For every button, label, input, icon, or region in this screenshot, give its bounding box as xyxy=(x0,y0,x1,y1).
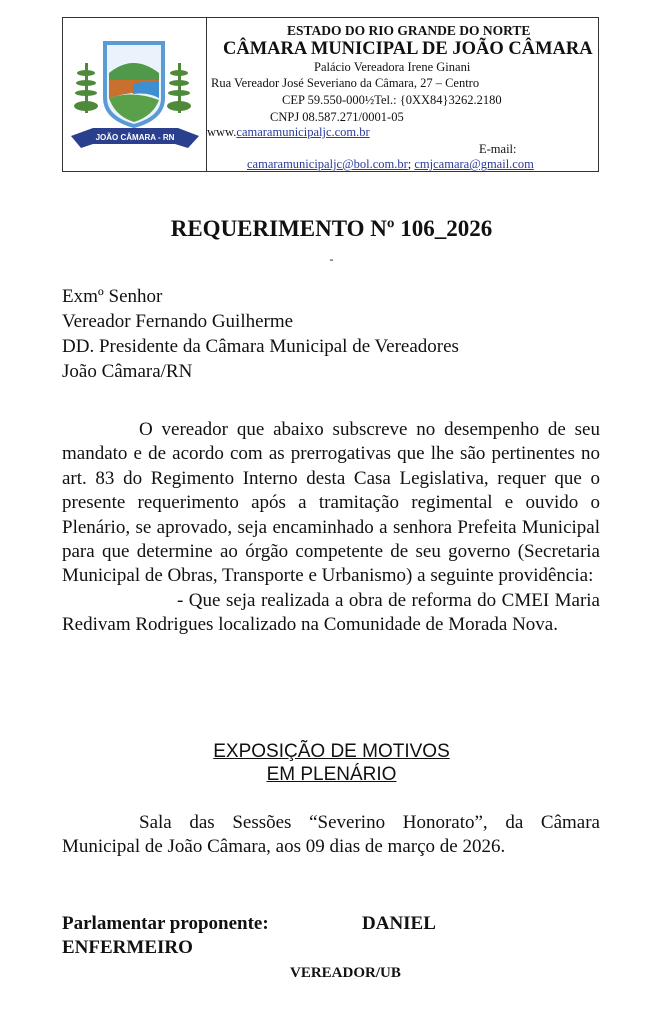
closing-section xyxy=(62,811,600,860)
cep-phone: CEP 59.550-000½Tel.: {0XX84}3262.2180 xyxy=(282,93,502,107)
closing-paragraph: Sala das Sessões “Severino Honorato”, da Câmara Municipal de João Câmara, aos 09 dias de março de 2026. xyxy=(62,812,600,858)
signature-label: Parlamentar proponente: xyxy=(62,913,269,934)
document-title: REQUERIMENTO Nº 106_2026 xyxy=(170,216,493,241)
title-dash: - xyxy=(329,252,334,266)
cnpj: CNPJ 08.587.271/0001-05 xyxy=(270,110,404,124)
chamber-name: CÂMARA MUNICIPAL DE JOÃO CÂMARA xyxy=(223,39,593,59)
www-prefix: www. xyxy=(207,125,237,139)
exposicao-heading xyxy=(0,740,663,786)
street-address: Rua Vereador José Severiano da Câmara, 27 – Centro xyxy=(211,76,480,90)
exposicao-line-2: EM PLENÁRIO xyxy=(266,764,397,785)
email-link-1[interactable]: camaramunicipaljc@bol.com.br xyxy=(247,157,408,171)
municipal-coat-of-arms-logo xyxy=(63,18,207,171)
website-line xyxy=(207,125,370,140)
request-item: - Que seja realizada a obra de reforma do CMEI Maria Redivam Rodrigues localizado na Comunidade de Morada Nova. xyxy=(62,589,600,636)
addressee-line: Exmº Senhor xyxy=(62,286,163,307)
signature-last-name: ENFERMEIRO xyxy=(62,937,193,958)
palace-name: Palácio Vereadora Irene Ginani xyxy=(314,60,471,74)
letterhead xyxy=(62,17,599,172)
email-label: E-mail: xyxy=(479,142,517,156)
email-link-2[interactable]: cmjcamara@gmail.com xyxy=(414,157,534,171)
addressee-block xyxy=(62,284,459,384)
email-separator: ; xyxy=(407,157,415,171)
body-section xyxy=(62,418,600,638)
signature-first-name: DANIEL xyxy=(362,913,436,934)
coat-of-arms-icon xyxy=(63,18,206,170)
website-link[interactable]: camaramunicipaljc.com.br xyxy=(236,125,370,139)
signature-role: VEREADOR/UB xyxy=(290,965,401,981)
addressee-line: João Câmara/RN xyxy=(62,361,193,382)
state-name: ESTADO DO RIO GRANDE DO NORTE xyxy=(287,23,531,38)
exposicao-line-1: EXPOSIÇÃO DE MOTIVOS xyxy=(213,741,450,762)
body-paragraph: O vereador que abaixo subscreve no desempenho de seu mandato e de acordo com as prerrogativas que lhe são pertinentes no art. 83 do Regimento Interno desta Casa Legislativa, requer que o presente requerimento após a tramitação regimental e ouvido o Plenário, se aprovado, seja encaminhado a senhora Prefeita Municipal para que determine ao órgão competente de seu governo (Secretaria Municipal de Obras, Transporte e Urbanismo) a seguinte providência: xyxy=(62,419,600,587)
svg-text:JOÃO CÂMARA - RN: JOÃO CÂMARA - RN xyxy=(95,133,175,142)
addressee-line: DD. Presidente da Câmara Municipal de Vereadores xyxy=(62,336,459,357)
email-line xyxy=(247,157,534,172)
addressee-line: Vereador Fernando Guilherme xyxy=(62,311,294,332)
